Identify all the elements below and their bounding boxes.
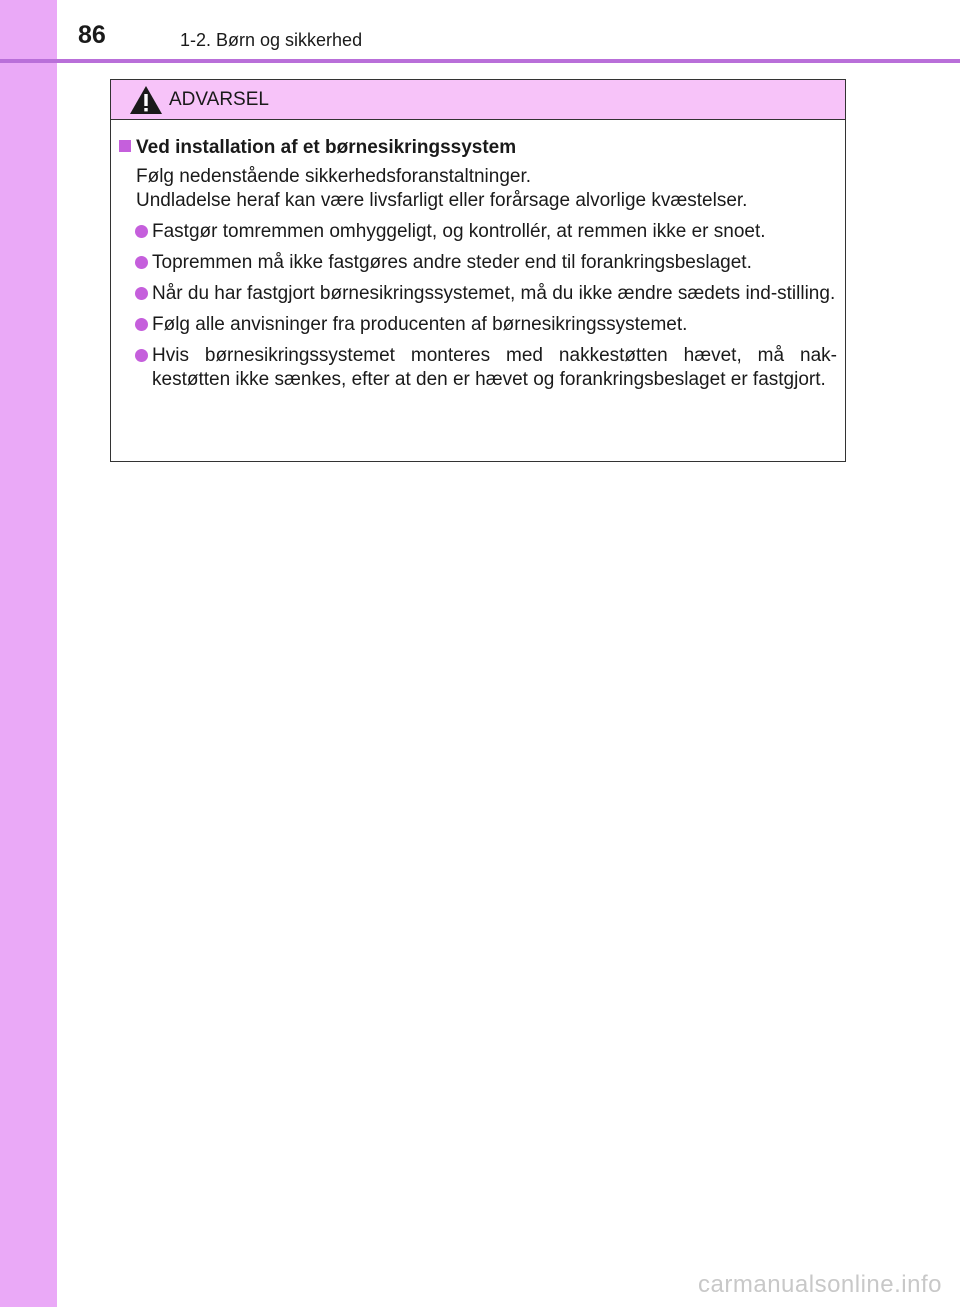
warning-intro bbox=[119, 165, 837, 213]
bullet-text: Hvis børnesikringssystemet monteres med nakkestøtten hævet, må nak-kestøtten ikke sænkes, efter at den er hævet og forankringsbeslaget er fastgjort. bbox=[152, 345, 837, 390]
list-item bbox=[119, 344, 837, 392]
list-item bbox=[119, 251, 837, 275]
warning-heading: Ved installation af et børnesikringssystem bbox=[136, 137, 517, 158]
warning-header bbox=[111, 80, 845, 120]
warning-heading-row bbox=[119, 136, 837, 160]
warning-triangle-icon bbox=[129, 85, 163, 115]
bullet-dot-icon bbox=[135, 349, 148, 362]
bullet-dot-icon bbox=[135, 318, 148, 331]
bullet-dot-icon bbox=[135, 225, 148, 238]
warning-body bbox=[111, 120, 845, 392]
list-item bbox=[119, 282, 837, 306]
warning-box bbox=[110, 79, 846, 462]
bullet-text: Følg alle anvisninger fra producenten af børnesikringssystemet. bbox=[152, 314, 688, 335]
warning-bullet-list bbox=[119, 220, 837, 392]
bullet-text: Topremmen må ikke fastgøres andre steder end til forankringsbeslaget. bbox=[152, 252, 752, 273]
side-color-band bbox=[0, 0, 57, 1307]
page-number: 86 bbox=[78, 21, 106, 49]
list-item bbox=[119, 220, 837, 244]
list-item bbox=[119, 313, 837, 337]
warning-label: ADVARSEL bbox=[169, 89, 269, 110]
intro-line: Følg nedenstående sikkerhedsforanstaltninger. bbox=[136, 166, 532, 187]
bullet-text: Når du har fastgjort børnesikringssystemet, må du ikke ændre sædets ind-stilling. bbox=[152, 283, 836, 304]
square-bullet-icon bbox=[119, 140, 131, 152]
bullet-dot-icon bbox=[135, 287, 148, 300]
section-title: 1-2. Børn og sikkerhed bbox=[180, 30, 363, 50]
header-rule bbox=[0, 59, 960, 63]
footer-watermark: carmanualsonline.info bbox=[698, 1271, 942, 1298]
bullet-dot-icon bbox=[135, 256, 148, 269]
intro-line: Undladelse heraf kan være livsfarligt eller forårsage alvorlige kvæstelser. bbox=[136, 190, 748, 211]
bullet-text: Fastgør tomremmen omhyggeligt, og kontrollér, at remmen ikke er snoet. bbox=[152, 221, 766, 242]
